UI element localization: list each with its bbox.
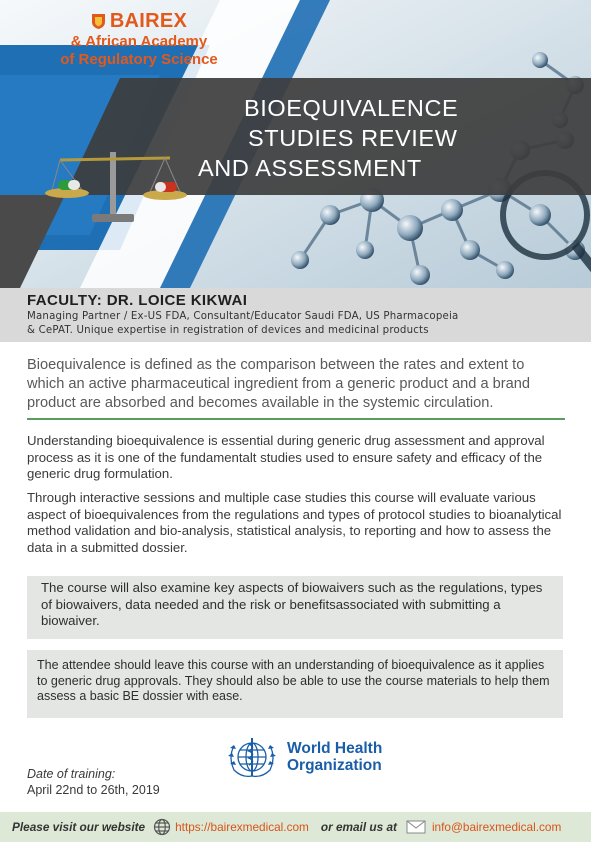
email-link[interactable]: info@bairexmedical.com bbox=[431, 820, 562, 834]
course-title bbox=[196, 93, 496, 183]
course-title-line-3: AND ASSESSMENT bbox=[198, 155, 422, 181]
contact-footer bbox=[0, 812, 591, 842]
faculty-section bbox=[0, 288, 591, 342]
training-date-label: Date of training: bbox=[27, 767, 116, 781]
bairex-logo bbox=[44, 10, 234, 69]
training-date bbox=[27, 766, 160, 798]
who-logo bbox=[222, 733, 392, 781]
biowaivers-callout bbox=[27, 576, 563, 639]
who-name bbox=[287, 740, 382, 774]
who-name-line-2: Organization bbox=[287, 757, 382, 774]
faculty-name: FACULTY: DR. LOICE KIKWAI bbox=[27, 292, 248, 309]
envelope-icon bbox=[406, 820, 426, 834]
bairex-shield-icon bbox=[91, 13, 106, 30]
outcome-callout bbox=[27, 650, 563, 718]
faculty-description-line-1: Managing Partner / Ex-US FDA, Consultant/Educator Saudi FDA, US Pharmacopeia bbox=[27, 311, 459, 322]
biowaivers-text: The course will also examine key aspects of biowaivers such as the regulations, types of biowaivers, data needed and the risk or benefitsassociated with submitting a biowaiver. bbox=[41, 580, 543, 628]
email-label: or email us at bbox=[320, 820, 397, 834]
brand-name: BAIREX bbox=[109, 10, 188, 32]
course-title-line-2: STUDIES REVIEW bbox=[248, 125, 458, 151]
paragraph-course-evaluation: Through interactive sessions and multiple case studies this course will evaluate various aspect of bioequivalences from the regulations and types of protocol studies to bioanalytical method validation and bio-analysis, statistical analysis, to reporting and how to assess the data in a submitted dossier. bbox=[27, 490, 562, 555]
website-label: Please visit our website bbox=[12, 820, 146, 834]
globe-icon bbox=[153, 818, 171, 836]
who-name-line-1: World Health bbox=[287, 740, 383, 757]
training-date-value: April 22nd to 26th, 2019 bbox=[27, 783, 160, 797]
paragraph-understanding: Understanding bioequivalence is essential during generic drug assessment and approval process as it is one of the fundamentalt studies used to ensure safety and efficacy of the generic drug formulation. bbox=[27, 433, 545, 481]
who-emblem-icon bbox=[222, 734, 282, 780]
tagline-line-2: of Regulatory Science bbox=[60, 51, 218, 68]
faculty-description-line-2: & CePAT. Unique expertise in registration of devices and medicinal products bbox=[27, 325, 429, 336]
outcome-text: The attendee should leave this course with an understanding of bioequivalence as it applies to generic drug approvals. They should also be able to use the course materials to help them assess a basic BE dossier with ease. bbox=[37, 658, 550, 703]
section-divider bbox=[27, 418, 565, 420]
tagline-line-1: & African Academy bbox=[70, 33, 208, 50]
intro-paragraph: Bioequivalence is defined as the comparison between the rates and extent to which an active pharmaceutical ingredient from a generic product and a brand product are absorbed and becomes available in the systemic circulation. bbox=[27, 357, 530, 411]
hero-banner bbox=[0, 0, 591, 288]
course-title-line-1: BIOEQUIVALENCE bbox=[244, 95, 459, 121]
website-link[interactable]: https://bairexmedical.com bbox=[175, 820, 309, 834]
